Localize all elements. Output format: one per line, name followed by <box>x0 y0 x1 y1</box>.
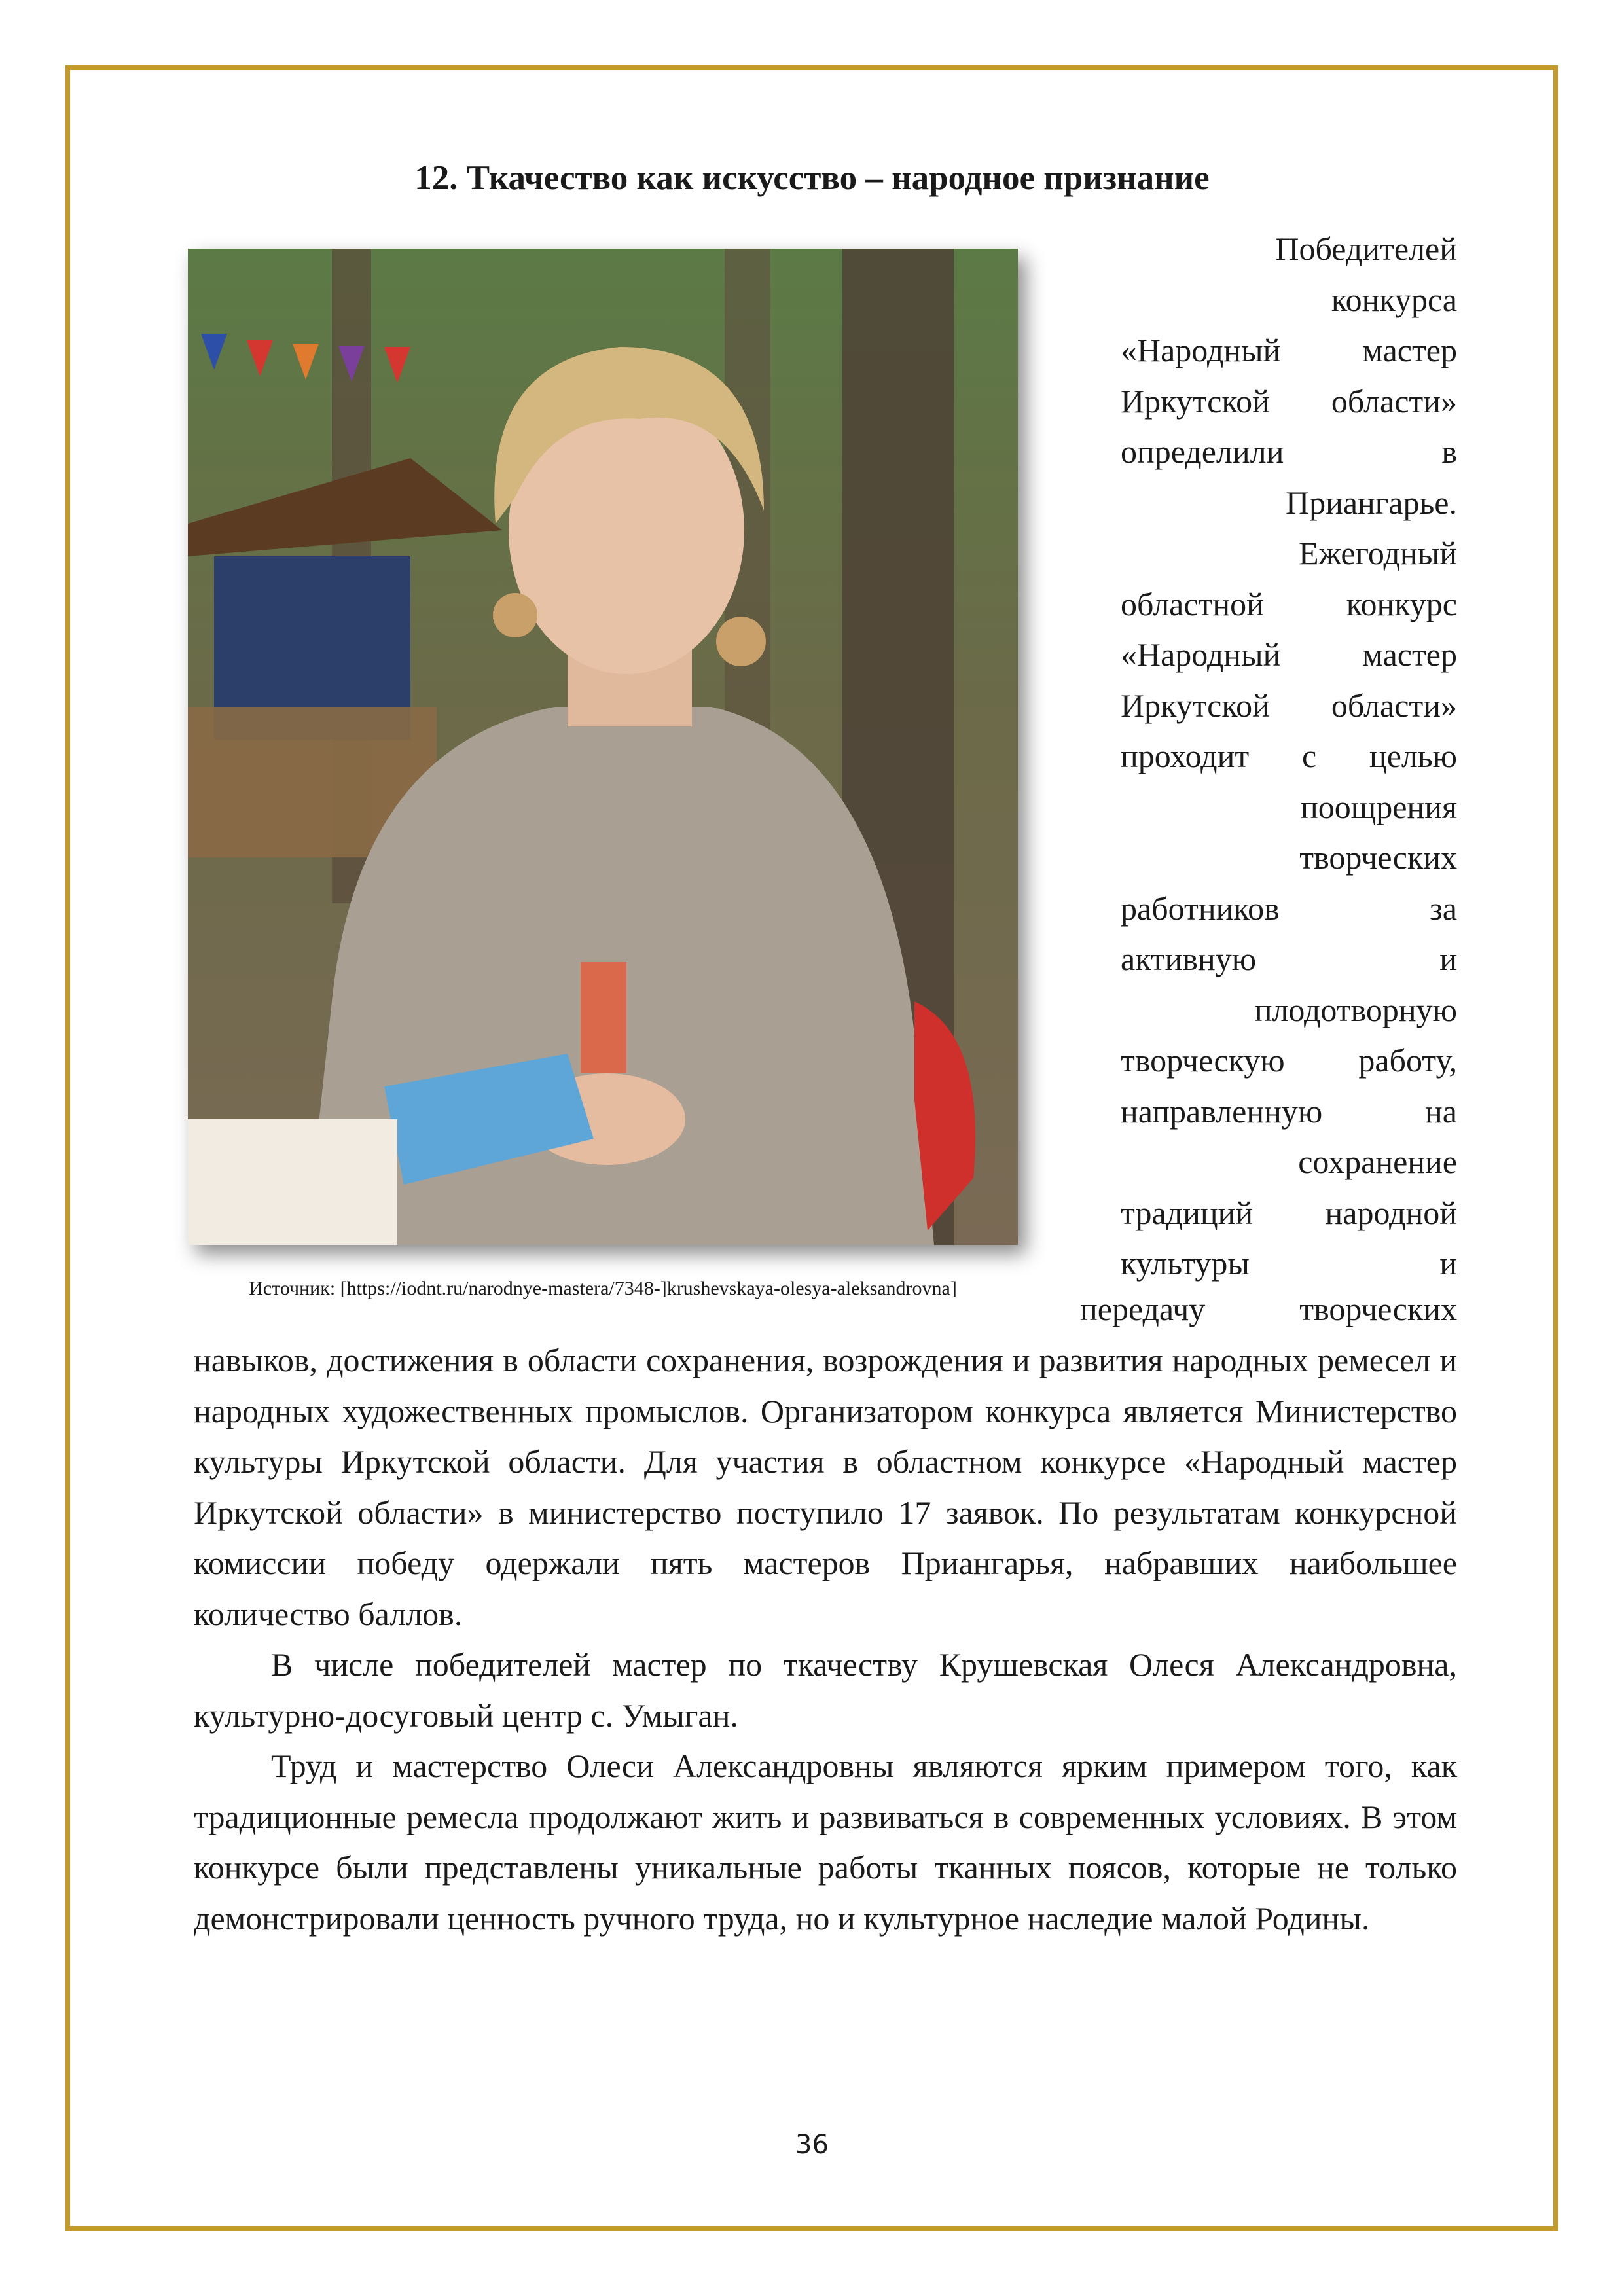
side-line: поощрения <box>1301 788 1457 825</box>
side-line: культуры и <box>1121 1245 1457 1282</box>
side-line: Иркутской области» <box>1121 382 1457 420</box>
side-line: «Народный мастер <box>1121 332 1457 368</box>
side-line: активную и <box>1121 941 1457 977</box>
paragraph-craft: Труд и мастерство Олеси Александровны являются ярким примером того, как традиционные ремесла продолжают жить и развиваться в современных условиях. В этом конкурсе были представлены уникальные работы тканных поясов, которые не только демонстрировали ценность ручного труда, но и культурное наследие малой Родины. <box>194 1748 1457 1937</box>
body-text <box>194 1335 1457 1944</box>
side-text-last-line: передачу творческих <box>1080 1291 1457 1327</box>
side-line: плодотворную <box>1254 991 1457 1028</box>
side-line: определили в <box>1121 433 1457 470</box>
photo-weaver-portrait <box>188 249 1018 1245</box>
side-line: Победителей <box>1275 230 1457 267</box>
side-line: Ежегодный <box>1299 535 1457 571</box>
side-line: направленную на <box>1121 1092 1457 1130</box>
paragraph-winner: В числе победителей мастер по ткачеству Крушевская Олеся Александровна, культурно-досуговый центр с. Умыган. <box>194 1646 1457 1734</box>
photo-caption: Источник: [https://iodnt.ru/narodnye-mastera/7348-]krushevskaya-olesya-aleksandrovna] <box>249 1278 957 1299</box>
side-line: сохранение <box>1298 1143 1457 1180</box>
side-line: творческих <box>1299 839 1457 876</box>
side-line: «Народный мастер <box>1121 636 1457 673</box>
side-line: Иркутской области» <box>1121 687 1457 724</box>
side-line: конкурса <box>1331 281 1457 318</box>
side-line: творческую работу, <box>1121 1042 1457 1079</box>
side-line: традиций народной <box>1121 1194 1457 1231</box>
side-text-column <box>1121 224 1457 1289</box>
page-number: 36 <box>795 2130 829 2160</box>
side-line: областной конкурс <box>1121 585 1457 622</box>
side-line: работников за <box>1121 889 1457 927</box>
paragraph-continuation: навыков, достижения в области сохранения, возрождения и развития народных ремесел и народных художественных промыслов. Организатором конкурса является Министерство культуры Иркутской области. Для участия в областном конкурсе «Народный мастер Иркутской области» в министерство поступило 17 заявок. По результатам конкурсной комиссии победу одержали пять мастеров Приангарья, набравших наибольшее количество баллов. <box>194 1342 1457 1632</box>
side-line: проходит с целью <box>1121 738 1457 774</box>
photo-illustration <box>188 249 1018 1245</box>
section-title: 12. Ткачество как искусство – народное признание <box>414 159 1210 197</box>
side-line: Приангарье. <box>1285 484 1457 521</box>
